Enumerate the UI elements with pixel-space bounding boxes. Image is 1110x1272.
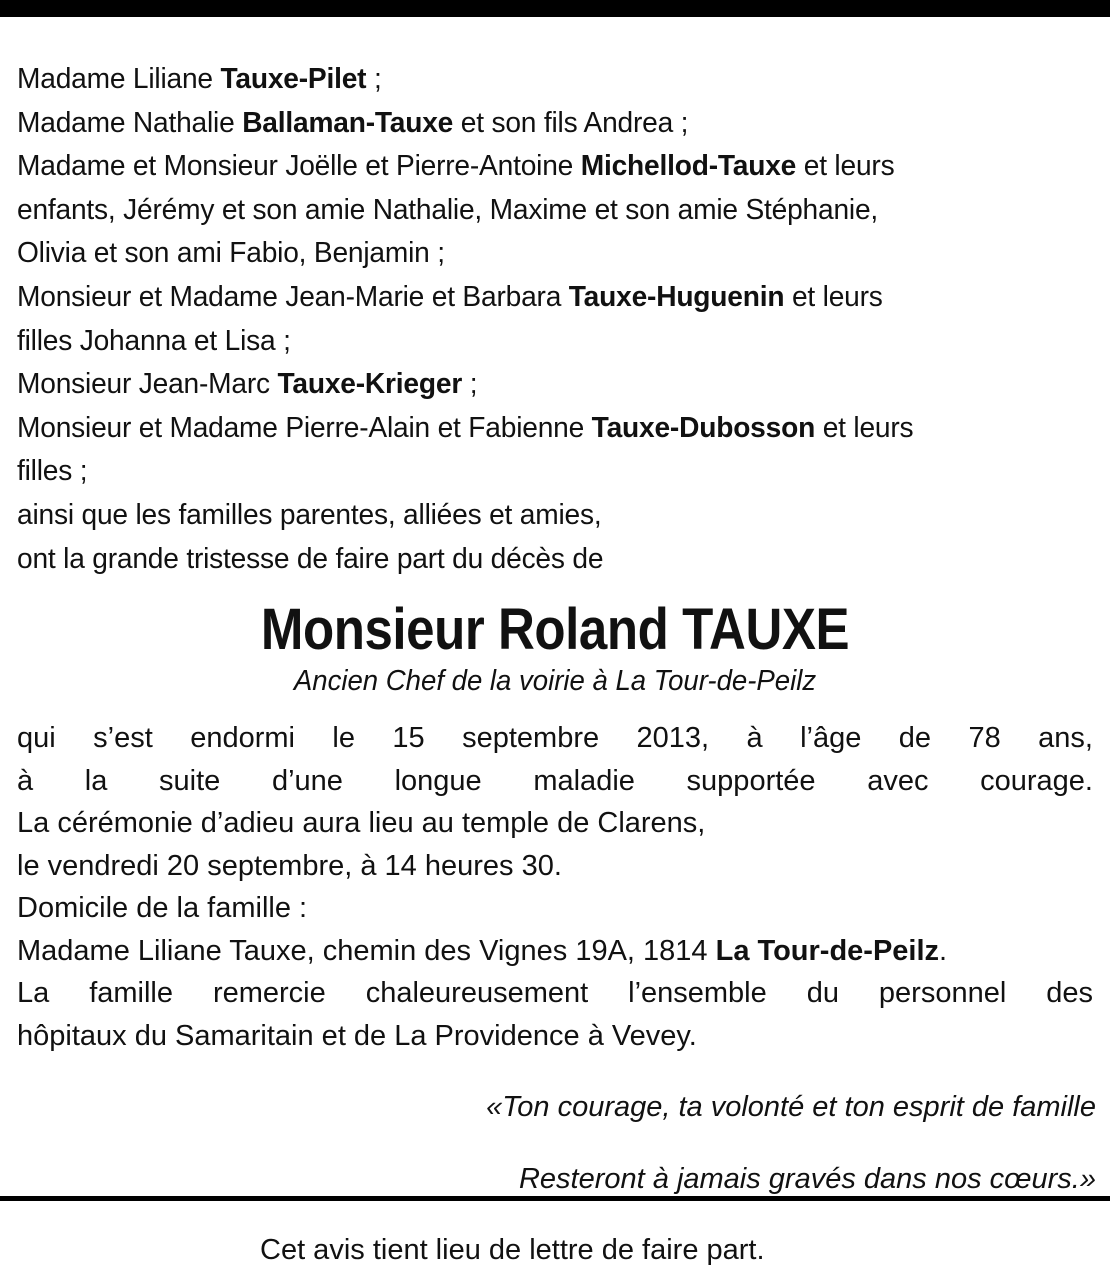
family-address: Madame Liliane Tauxe, chemin des Vignes 19A, 1814 La Tour-de-Peilz. <box>17 934 948 967</box>
family-line: filles Johanna et Lisa ; <box>17 324 291 357</box>
bottom-rule <box>0 1196 1110 1201</box>
closing-statement: Cet avis tient lieu de lettre de faire part. <box>260 1234 765 1267</box>
family-line: enfants, Jérémy et son amie Nathalie, Maxime et son amie Stéphanie, <box>17 193 879 226</box>
family-line: ont la grande tristesse de faire part du décès de <box>17 542 604 575</box>
death-notice <box>17 58 1096 1272</box>
details-line: à la suite d’une longue maladie supportée avec courage. <box>17 764 1093 797</box>
details-line: Domicile de la famille : <box>17 892 308 925</box>
family-line: Madame et Monsieur Joëlle et Pierre-Antoine Michellod-Tauxe et leurs <box>17 150 895 183</box>
quote-line: «Ton courage, ta volonté et ton esprit de famille <box>486 1091 1096 1124</box>
family-line: Monsieur Jean-Marc Tauxe-Krieger ; <box>17 368 478 401</box>
family-line: Monsieur et Madame Pierre-Alain et Fabienne Tauxe-Dubosson et leurs <box>17 411 914 444</box>
family-line: filles ; <box>17 455 88 488</box>
family-line: Olivia et son ami Fabio, Benjamin ; <box>17 237 445 270</box>
details-line: qui s’est endormi le 15 septembre 2013, à l’âge de 78 ans, <box>17 722 1093 755</box>
details-line: le vendredi 20 septembre, à 14 heures 30. <box>17 849 562 882</box>
quote-line: Resteront à jamais gravés dans nos cœurs.» <box>518 1162 1096 1195</box>
family-line: Monsieur et Madame Jean-Marie et Barbara Tauxe-Huguenin et leurs <box>17 280 883 313</box>
details-line: La cérémonie d’adieu aura lieu au temple de Clarens, <box>17 807 706 840</box>
thanks-line: hôpitaux du Samaritain et de La Providence à Vevey. <box>17 1019 697 1052</box>
family-line: Madame Nathalie Ballaman-Tauxe et son fils Andrea ; <box>17 106 689 139</box>
notice-details <box>17 717 1093 1057</box>
deceased-function: Ancien Chef de la voirie à La Tour-de-Peilz <box>293 665 817 698</box>
top-rule <box>0 0 1110 17</box>
deceased-name: Monsieur Roland TAUXE <box>260 597 850 663</box>
family-line: Madame Liliane Tauxe-Pilet ; <box>17 63 382 95</box>
thanks-line: La famille remercie chaleureusement l’ensemble du personnel des <box>17 977 1093 1010</box>
family-list <box>17 58 1094 581</box>
memorial-quote <box>17 1086 1096 1200</box>
family-line: ainsi que les familles parentes, alliées et amies, <box>17 498 602 531</box>
